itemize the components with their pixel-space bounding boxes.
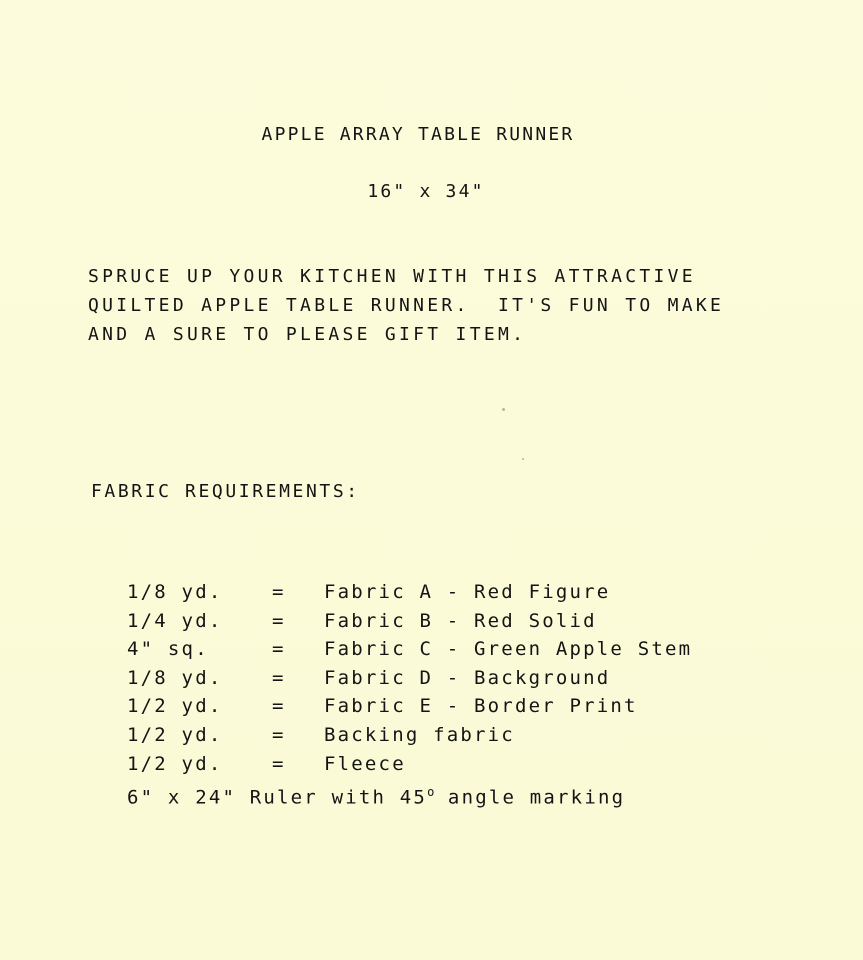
requirement-item: Fabric B - Red Solid [324,609,597,632]
fabric-requirements-heading: FABRIC REQUIREMENTS: [91,481,360,502]
ruler-text-suffix: angle marking [434,786,626,809]
requirement-quantity: 1/2 yd. [127,695,223,718]
requirement-quantity: 1/8 yd. [127,666,223,689]
equals-sign: = [272,723,286,746]
requirement-quantity: 4" sq. [127,638,209,661]
requirement-item: Fabric C - Green Apple Stem [324,638,693,661]
requirement-row [127,692,638,721]
intro-line: QUILTED APPLE TABLE RUNNER. IT'S FUN TO MAKE [88,295,725,316]
equals-sign: = [272,609,286,632]
requirements-list [127,578,693,809]
equals-sign: = [272,695,286,718]
runner-size: 16" x 34" [367,181,485,202]
equals-sign: = [272,581,286,603]
ruler-requirement-text [127,778,625,812]
page-title: APPLE ARRAY TABLE RUNNER [261,124,575,145]
equals-sign: = [272,666,286,689]
requirement-quantity: 1/8 yd. [127,581,223,603]
requirement-item: Fleece [324,752,406,775]
intro-paragraph [88,262,724,349]
requirement-quantity: 1/2 yd. [127,723,223,746]
paper-speck [522,458,524,460]
intro-line: SPRUCE UP YOUR KITCHEN WITH THIS ATTRACTIVE [88,266,696,287]
equals-sign: = [272,752,286,775]
paper-speck [502,408,505,411]
requirement-quantity: 1/4 yd. [127,609,223,632]
requirement-row [127,664,611,693]
requirement-item: Fabric A - Red Figure [324,581,611,603]
requirement-item: Fabric E - Border Print [324,695,638,718]
requirement-row [127,721,515,750]
requirement-row [127,607,597,636]
requirement-quantity: 1/2 yd. [127,752,223,775]
requirement-row [127,635,693,664]
requirement-item: Fabric D - Background [324,666,611,689]
equals-sign: = [272,638,286,661]
ruler-text-prefix: 6" x 24" Ruler with 45 [127,786,428,809]
degree-symbol: o [427,785,435,800]
requirement-row [127,750,406,779]
requirement-row [127,578,611,607]
requirement-item: Backing fabric [324,723,515,746]
ruler-requirement-row [127,778,626,809]
intro-line: AND A SURE TO PLEASE GIFT ITEM. [88,324,527,345]
